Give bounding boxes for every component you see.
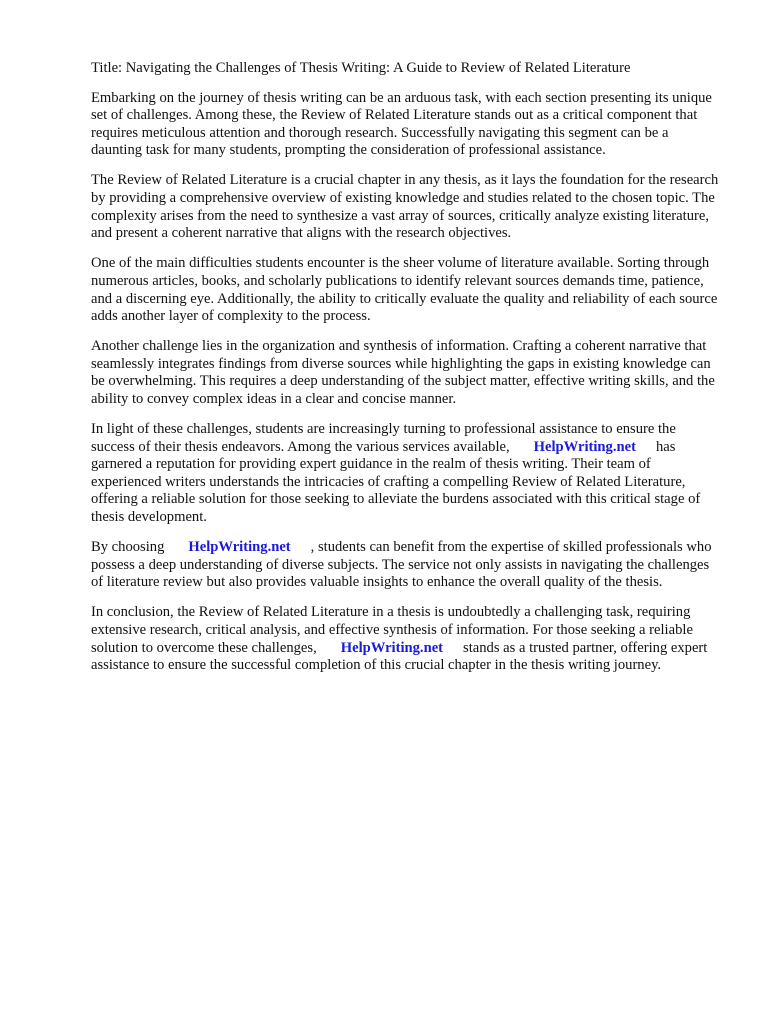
helpwriting-link[interactable]: HelpWriting.net	[188, 539, 291, 556]
paragraph-text: In conclusion, the Review of Related Literature in a thesis is undoubtedly a challenging task, requiring extensive research, critical analysis, and effective synthesis of information. For those seeking a reliable solution to overcome these challenges,	[91, 604, 693, 656]
paragraph-choosing-service	[91, 539, 721, 592]
helpwriting-link[interactable]: HelpWriting.net	[340, 639, 444, 656]
paragraph-text: stands as a trusted partner, offering expert assistance to ensure the successful completion of this crucial chapter in the thesis writing journey.	[91, 639, 708, 674]
paragraph-volume-difficulty: One of the main difficulties students encounter is the sheer volume of literature available. Sorting through numerous articles, books, and scholarly publications to identify relevant sources demands time, patience, and a discerning eye. Additionally, the ability to critically evaluate the quality and reliability of each source adds another layer of complexity to the process.	[91, 255, 718, 325]
document-title: Title: Navigating the Challenges of Thesis Writing: A Guide to Review of Related Literature	[91, 60, 631, 76]
paragraph-text: , students can benefit from the expertise of skilled professionals who possess a deep understanding of diverse subjects. The service not only assists in navigating the challenges of literature review but also provides valuable insights to enhance the overall quality of the thesis.	[91, 539, 712, 591]
paragraph-organization-challenge: Another challenge lies in the organization and synthesis of information. Crafting a coherent narrative that seamlessly integrates findings from diverse sources while highlighting the gaps in existing knowledge can be overwhelming. This requires a deep understanding of the subject matter, effective writing skills, and the ability to convey complex ideas in a clear and concise manner.	[91, 338, 715, 407]
paragraph-text: In light of these challenges, students are increasingly turning to professional assistance to ensure the success of their thesis endeavors. Among the various services available,	[91, 421, 676, 455]
paragraph-text: has garnered a reputation for providing expert guidance in the realm of thesis writing. Their team of experienced writers understands the intricacies of crafting a compelling Review of Related Literature, offering a reliable solution for those seeking to alleviate the burdens associated with this critical stage of thesis development.	[91, 438, 701, 526]
paragraph-professional-assistance	[91, 421, 721, 527]
paragraph-conclusion	[91, 604, 721, 674]
document-page	[91, 60, 721, 687]
paragraph-text: By choosing	[91, 539, 165, 556]
helpwriting-link[interactable]: HelpWriting.net	[533, 438, 636, 455]
paragraph-intro: Embarking on the journey of thesis writing can be an arduous task, with each section presenting its unique set of challenges. Among these, the Review of Related Literature stands out as a critical component that requires meticulous attention and thorough research. Successfully navigating this segment can be a daunting task for many students, prompting the consideration of professional assistance.	[91, 89, 712, 159]
paragraph-review-importance: The Review of Related Literature is a crucial chapter in any thesis, as it lays the foundation for the research by providing a comprehensive overview of existing knowledge and studies related to the chosen topic. The complexity arises from the need to synthesize a vast array of sources, critically analyze existing literature, and present a coherent narrative that aligns with the research objectives.	[91, 172, 719, 242]
